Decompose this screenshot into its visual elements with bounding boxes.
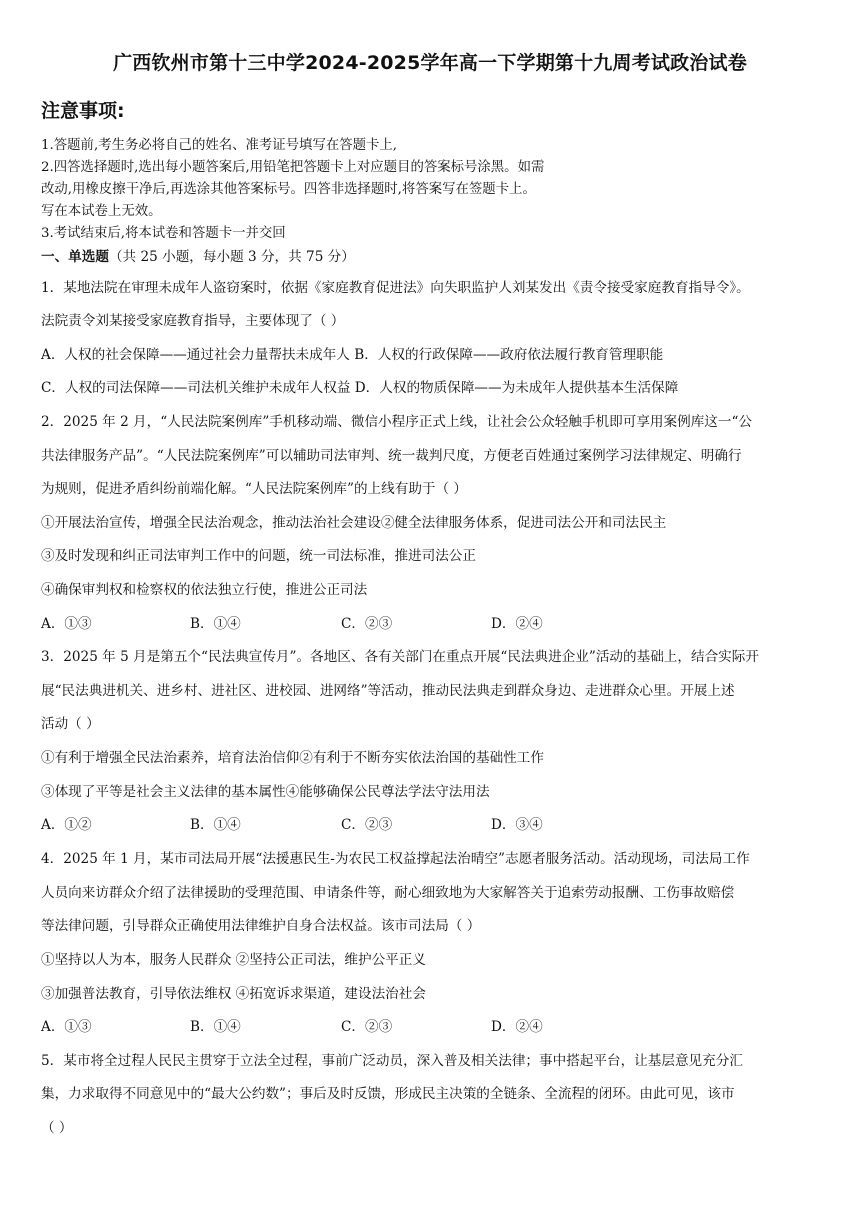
- section-name: 一、单选题: [41, 249, 109, 265]
- question-4-statement: ③加强普法教育，引导依法维权 ④拓宽诉求渠道，建设法治社会: [41, 986, 426, 1002]
- option-c: C．②③: [341, 817, 393, 833]
- question-2-statement: ④确保审判权和检察权的依法独立行使，推进公正司法: [41, 582, 368, 598]
- question-4-stem: 等法律问题，引导群众正确使用法律维护自身合法权益。该市司法局（ ）: [41, 918, 481, 934]
- option-b: B．①④: [190, 616, 241, 632]
- option-a: A．①③: [41, 616, 92, 632]
- question-3-stem: 活动（ ）: [41, 716, 100, 732]
- question-1-stem: 法院责令刘某接受家庭教育指导，主要体现了（ ）: [41, 313, 345, 329]
- question-5-stem: 5．某市将全过程人民民主贯穿于立法全过程，事前广泛动员，深入普及相关法律；事中搭起平台，让基层意见充分汇: [41, 1053, 743, 1069]
- option-a: A．①③: [41, 1019, 92, 1035]
- question-3-statement: ①有利于增强全民法治素养，培育法治信仰②有利于不断夯实依法治国的基础性工作: [41, 750, 544, 766]
- notice-line: 2.四答选择题时,选出每小题答案后,用铅笔把答题卡上对应题目的答案标号涂黑。如需: [41, 160, 545, 175]
- question-2-statement: ①开展法治宣传，增强全民法治观念，推动法治社会建设②健全法律服务体系，促进司法公开和司法民主: [41, 515, 667, 531]
- question-4-stem: 人员向来访群众介绍了法律援助的受理范围、申请条件等，耐心细致地为大家解答关于追索劳动报酬、工伤事故赔偿: [41, 885, 735, 901]
- option-d: D．③④: [491, 817, 543, 833]
- option-d: D．②④: [491, 616, 543, 632]
- notice-line: 3.考试结束后,将本试卷和答题卡一并交回: [41, 226, 286, 241]
- option-b: B．①④: [190, 1019, 241, 1035]
- notice-line: 1.答题前,考生务必将自己的姓名、准考证号填写在答题卡上,: [41, 138, 398, 153]
- question-4-statement: ①坚持以人为本，服务人民群众 ②坚持公正司法，维护公平正义: [41, 952, 426, 968]
- question-2-stem: 为规则，促进矛盾纠纷前端化解。“人民法院案例库”的上线有助于（ ）: [41, 481, 468, 497]
- option-a: A．①②: [41, 817, 92, 833]
- question-1-option: C．人权的司法保障——司法机关维护未成年人权益 D．人权的物质保障——为未成年人提供基本生活保障: [41, 380, 679, 396]
- question-3-stem: 3．2025 年 5 月是第五个“民法典宣传月”。各地区、各有关部门在重点开展“民法典进企业”活动的基础上，结合实际开: [41, 649, 759, 665]
- question-2-stem: 共法律服务产品”。“人民法院案例库”可以辅助司法审判、统一裁判尺度，方便老百姓通过案例学习法律规定、明确行: [41, 448, 742, 464]
- section-heading: [41, 245, 355, 265]
- question-3-statement: ③体现了平等是社会主义法律的基本属性④能够确保公民尊法学法守法用法: [41, 784, 490, 800]
- question-5-stem: 集，力求取得不同意见中的“最大公约数”；事后及时反馈，形成民主决策的全链条、全流程的闭环。由此可见，该市: [41, 1086, 735, 1102]
- question-1-option: A．人权的社会保障——通过社会力量帮扶未成年人 B．人权的行政保障——政府依法履行教育管理职能: [41, 347, 664, 363]
- question-3-stem: 展“民法典进机关、进乡村、进社区、进校园、进网络”等活动，推动民法典走到群众身边、走进群众心里。开展上述: [41, 683, 735, 699]
- notice-line: 改动,用橡皮擦干净后,再选涂其他答案标号。四答非选择题时,将答案写在签题卡上。: [41, 182, 536, 197]
- question-5-stem: （ ）: [41, 1120, 73, 1136]
- question-4-stem: 4．2025 年 1 月，某市司法局开展“法援惠民生-为农民工权益撑起法治晴空”志愿者服务活动。活动现场，司法局工作: [41, 851, 750, 867]
- option-d: D．②④: [491, 1019, 543, 1035]
- option-b: B．①④: [190, 817, 241, 833]
- page-title: 广西钦州市第十三中学2024-2025学年高一下学期第十九周考试政治试卷: [113, 52, 747, 74]
- notice-heading: 注意事项:: [41, 100, 125, 122]
- question-2-stem: 2．2025 年 2 月，“人民法院案例库”手机移动端、微信小程序正式上线，让社会公众轻触手机即可享用案例库这一“公: [41, 414, 753, 430]
- section-desc: （共 25 小题，每小题 3 分，共 75 分）: [108, 249, 355, 265]
- question-2-statement: ③及时发现和纠正司法审判工作中的问题，统一司法标准，推进司法公正: [41, 548, 476, 564]
- question-1-stem: 1．某地法院在审理未成年人盗窃案时，依据《家庭教育促进法》向失职监护人刘某发出《责令接受家庭教育指导令》。: [41, 280, 750, 296]
- option-c: C．②③: [341, 1019, 393, 1035]
- notice-line: 写在本试卷上无效。: [41, 204, 162, 219]
- option-c: C．②③: [341, 616, 393, 632]
